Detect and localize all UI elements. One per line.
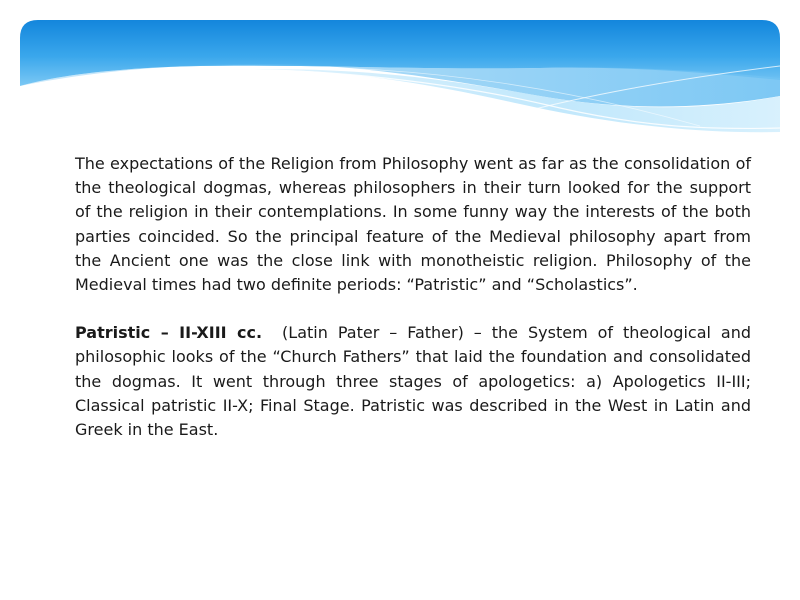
- paragraph-intro: The expectations of the Religion from Philosophy went as far as the consolidation of the theological dogmas, whereas philosophers in their turn looked for the support of the religion in their contemplations. In some funny way the interests of the both parties coincided. So the principal feature of the Medieval philosophy apart from the Ancient one was the close link with monotheistic religion. Philosophy of the Medieval times had two definite periods: “Patristic” and “Scholastics”.: [75, 154, 751, 295]
- patristic-term: Patristic – II-XIII cc.: [75, 323, 263, 343]
- paragraph-patristic: [75, 321, 757, 442]
- body-text: [75, 152, 757, 442]
- banner-mid-wave: [20, 64, 780, 107]
- patristic-description: (Latin Pater – Father) – the System of theological and philosophic looks of the “Church Fathers” that laid the foundation and consolidated the dogmas. It went through three stages of apologetics: a) Apologetics II-III; Classical patristic II-X; Final Stage. Patristic was described in the West in Latin and Greek in the East.: [75, 323, 757, 440]
- header-wave-banner: [0, 0, 800, 150]
